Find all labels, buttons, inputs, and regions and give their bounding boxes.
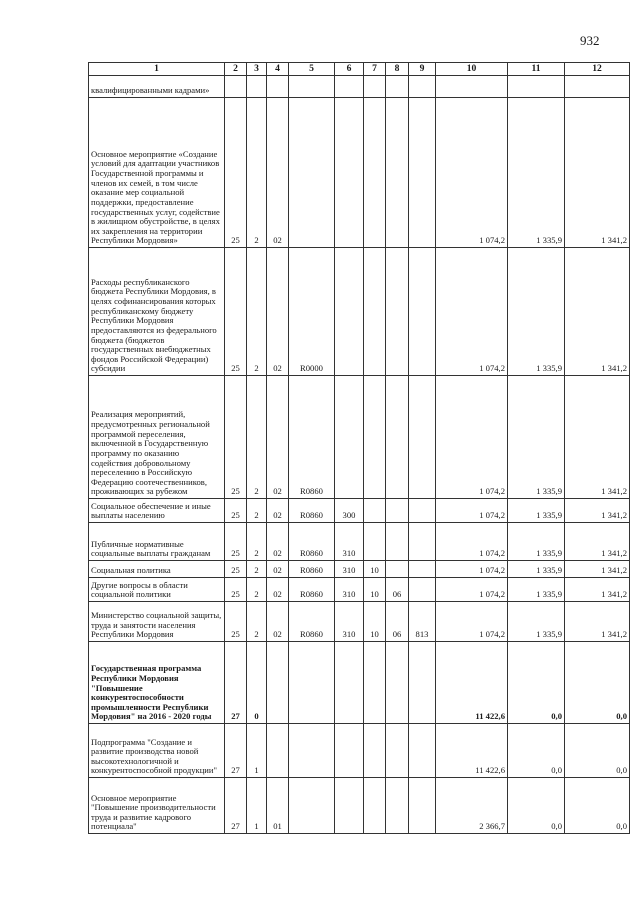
row-name-cell: Реализация мероприятий, предусмотренных региональной программой переселения, включенной в Государственную программу по оказанию содействия добровольному переселению в Российскую Федерацию соотечественников, проживающих за рубежом [89, 376, 225, 499]
code-cell: 2 [247, 98, 267, 248]
code-cell: 2 [247, 499, 267, 523]
code-cell [364, 724, 386, 778]
code-cell [335, 778, 364, 834]
amount-cell: 1 341,2 [565, 523, 630, 561]
code-cell: 0 [247, 642, 267, 724]
amount-cell: 1 335,9 [508, 523, 565, 561]
code-cell [409, 724, 436, 778]
code-cell [386, 561, 409, 578]
code-cell: 25 [225, 561, 247, 578]
page-number: 932 [580, 33, 600, 48]
header-row [89, 63, 630, 76]
header-cell: 9 [409, 63, 436, 76]
code-cell [335, 98, 364, 248]
code-cell: 310 [335, 561, 364, 578]
code-cell [335, 376, 364, 499]
code-cell: 813 [409, 602, 436, 642]
amount-cell: 1 335,9 [508, 376, 565, 499]
row-name-cell: Подпрограмма "Создание и развитие производства новой высокотехнологичной и конкурентоспособной продукции" [89, 724, 225, 778]
header-cell: 3 [247, 63, 267, 76]
code-cell [386, 724, 409, 778]
code-cell: R0860 [289, 561, 335, 578]
table-row [89, 778, 630, 834]
code-cell [289, 778, 335, 834]
amount-cell: 1 074,2 [436, 98, 508, 248]
code-cell [289, 724, 335, 778]
code-cell: 01 [267, 778, 289, 834]
code-cell [386, 778, 409, 834]
code-cell [386, 499, 409, 523]
row-name-cell: Государственная программа Республики Мордовия "Повышение конкурентоспособности промышленности Республики Мордовия" на 2016 - 2020 годы [89, 642, 225, 724]
header-cell: 1 [89, 63, 225, 76]
code-cell [409, 523, 436, 561]
header-cell: 6 [335, 63, 364, 76]
code-cell [267, 642, 289, 724]
code-cell [364, 642, 386, 724]
table-row [89, 98, 630, 248]
code-cell [364, 523, 386, 561]
code-cell: R0860 [289, 499, 335, 523]
amount-cell: 2 366,7 [436, 778, 508, 834]
code-cell: 2 [247, 248, 267, 376]
amount-cell: 0,0 [508, 642, 565, 724]
code-cell: 25 [225, 376, 247, 499]
code-cell: 02 [267, 578, 289, 602]
header-cell: 11 [508, 63, 565, 76]
code-cell [364, 248, 386, 376]
code-cell: 10 [364, 602, 386, 642]
amount-cell: 1 074,2 [436, 499, 508, 523]
code-cell: 25 [225, 499, 247, 523]
row-name-cell: Основное мероприятие «Создание условий для адаптации участников Государственной программы и членов их семей, в том числе оказание мер социальной поддержки, предоставление государственных услуг, содействие в жилищном обустройстве, в целях их закрепления на территории Республики Мордовия» [89, 98, 225, 248]
header-cell: 5 [289, 63, 335, 76]
amount-cell: 0,0 [565, 642, 630, 724]
code-cell [364, 499, 386, 523]
code-cell: 06 [386, 578, 409, 602]
code-cell: 300 [335, 499, 364, 523]
code-cell [289, 76, 335, 98]
code-cell: 2 [247, 523, 267, 561]
amount-cell: 11 422,6 [436, 724, 508, 778]
code-cell [335, 248, 364, 376]
code-cell [409, 578, 436, 602]
amount-cell: 1 341,2 [565, 578, 630, 602]
code-cell [335, 642, 364, 724]
table-row [89, 76, 630, 98]
code-cell: 06 [386, 602, 409, 642]
code-cell: 2 [247, 578, 267, 602]
code-cell [364, 98, 386, 248]
amount-cell [508, 76, 565, 98]
code-cell [335, 76, 364, 98]
code-cell: 27 [225, 724, 247, 778]
amount-cell: 0,0 [508, 778, 565, 834]
code-cell [409, 248, 436, 376]
code-cell: R0000 [289, 248, 335, 376]
code-cell [289, 98, 335, 248]
row-name-cell: Другие вопросы в области социальной политики [89, 578, 225, 602]
table-row [89, 248, 630, 376]
code-cell [267, 724, 289, 778]
code-cell: 02 [267, 602, 289, 642]
code-cell: 25 [225, 248, 247, 376]
amount-cell: 1 341,2 [565, 376, 630, 499]
code-cell: 25 [225, 578, 247, 602]
amount-cell: 0,0 [565, 778, 630, 834]
code-cell [409, 778, 436, 834]
table-row [89, 376, 630, 499]
table-row [89, 523, 630, 561]
table-row [89, 561, 630, 578]
code-cell [386, 98, 409, 248]
code-cell: 25 [225, 523, 247, 561]
code-cell: 310 [335, 602, 364, 642]
code-cell: 02 [267, 98, 289, 248]
header-cell: 12 [565, 63, 630, 76]
code-cell [409, 499, 436, 523]
amount-cell: 1 074,2 [436, 248, 508, 376]
code-cell: 10 [364, 561, 386, 578]
amount-cell: 1 335,9 [508, 248, 565, 376]
row-name-cell: Министерство социальной защиты, труда и занятости населения Республики Мордовия [89, 602, 225, 642]
header-cell: 2 [225, 63, 247, 76]
amount-cell: 1 074,2 [436, 578, 508, 602]
amount-cell [565, 76, 630, 98]
code-cell [364, 76, 386, 98]
code-cell [247, 76, 267, 98]
budget-table [88, 62, 630, 834]
header-cell: 10 [436, 63, 508, 76]
row-name-cell: Публичные нормативные социальные выплаты гражданам [89, 523, 225, 561]
amount-cell: 1 341,2 [565, 98, 630, 248]
code-cell: 1 [247, 778, 267, 834]
header-cell: 7 [364, 63, 386, 76]
table-row [89, 602, 630, 642]
code-cell: 310 [335, 523, 364, 561]
amount-cell: 1 341,2 [565, 499, 630, 523]
code-cell [409, 98, 436, 248]
code-cell: 27 [225, 642, 247, 724]
code-cell: 10 [364, 578, 386, 602]
amount-cell: 1 341,2 [565, 602, 630, 642]
code-cell: 2 [247, 376, 267, 499]
row-name-cell: Расходы республиканского бюджета Республики Мордовия, в целях софинансирования которых республиканскому бюджету Республики Мордовия предоставляются из федерального бюджета (бюджетов государственных внебюджетных фондов Российской Федерации) субсидии [89, 248, 225, 376]
row-name-cell: Основное мероприятие "Повышение производительности труда и развитие кадрового потенциала" [89, 778, 225, 834]
table-row [89, 578, 630, 602]
amount-cell: 1 335,9 [508, 578, 565, 602]
amount-cell: 1 074,2 [436, 523, 508, 561]
code-cell: R0860 [289, 376, 335, 499]
code-cell [409, 561, 436, 578]
amount-cell: 1 074,2 [436, 561, 508, 578]
row-name-cell: квалифицированными кадрами» [89, 76, 225, 98]
code-cell [335, 724, 364, 778]
row-name-cell: Социальное обеспечение и иные выплаты населению [89, 499, 225, 523]
code-cell [409, 642, 436, 724]
code-cell [386, 523, 409, 561]
code-cell [386, 376, 409, 499]
code-cell: 1 [247, 724, 267, 778]
code-cell: 27 [225, 778, 247, 834]
table-row [89, 499, 630, 523]
amount-cell [436, 76, 508, 98]
amount-cell: 11 422,6 [436, 642, 508, 724]
code-cell [386, 76, 409, 98]
code-cell [386, 248, 409, 376]
code-cell [364, 376, 386, 499]
code-cell [409, 376, 436, 499]
amount-cell: 0,0 [565, 724, 630, 778]
code-cell: R0860 [289, 523, 335, 561]
code-cell: 310 [335, 578, 364, 602]
code-cell: 25 [225, 98, 247, 248]
code-cell [409, 76, 436, 98]
code-cell: R0860 [289, 578, 335, 602]
amount-cell: 1 074,2 [436, 376, 508, 499]
code-cell: 02 [267, 499, 289, 523]
amount-cell: 1 335,9 [508, 561, 565, 578]
code-cell [289, 642, 335, 724]
code-cell: R0860 [289, 602, 335, 642]
code-cell: 02 [267, 376, 289, 499]
row-name-cell: Социальная политика [89, 561, 225, 578]
code-cell: 02 [267, 561, 289, 578]
amount-cell: 1 341,2 [565, 248, 630, 376]
code-cell [364, 778, 386, 834]
code-cell: 2 [247, 602, 267, 642]
header-cell: 4 [267, 63, 289, 76]
header-cell: 8 [386, 63, 409, 76]
code-cell: 2 [247, 561, 267, 578]
code-cell [267, 76, 289, 98]
table-row [89, 724, 630, 778]
amount-cell: 1 335,9 [508, 98, 565, 248]
code-cell: 25 [225, 602, 247, 642]
amount-cell: 1 335,9 [508, 499, 565, 523]
amount-cell: 1 074,2 [436, 602, 508, 642]
amount-cell: 1 341,2 [565, 561, 630, 578]
code-cell: 02 [267, 523, 289, 561]
code-cell: 02 [267, 248, 289, 376]
amount-cell: 0,0 [508, 724, 565, 778]
amount-cell: 1 335,9 [508, 602, 565, 642]
table-row [89, 642, 630, 724]
code-cell [386, 642, 409, 724]
code-cell [225, 76, 247, 98]
